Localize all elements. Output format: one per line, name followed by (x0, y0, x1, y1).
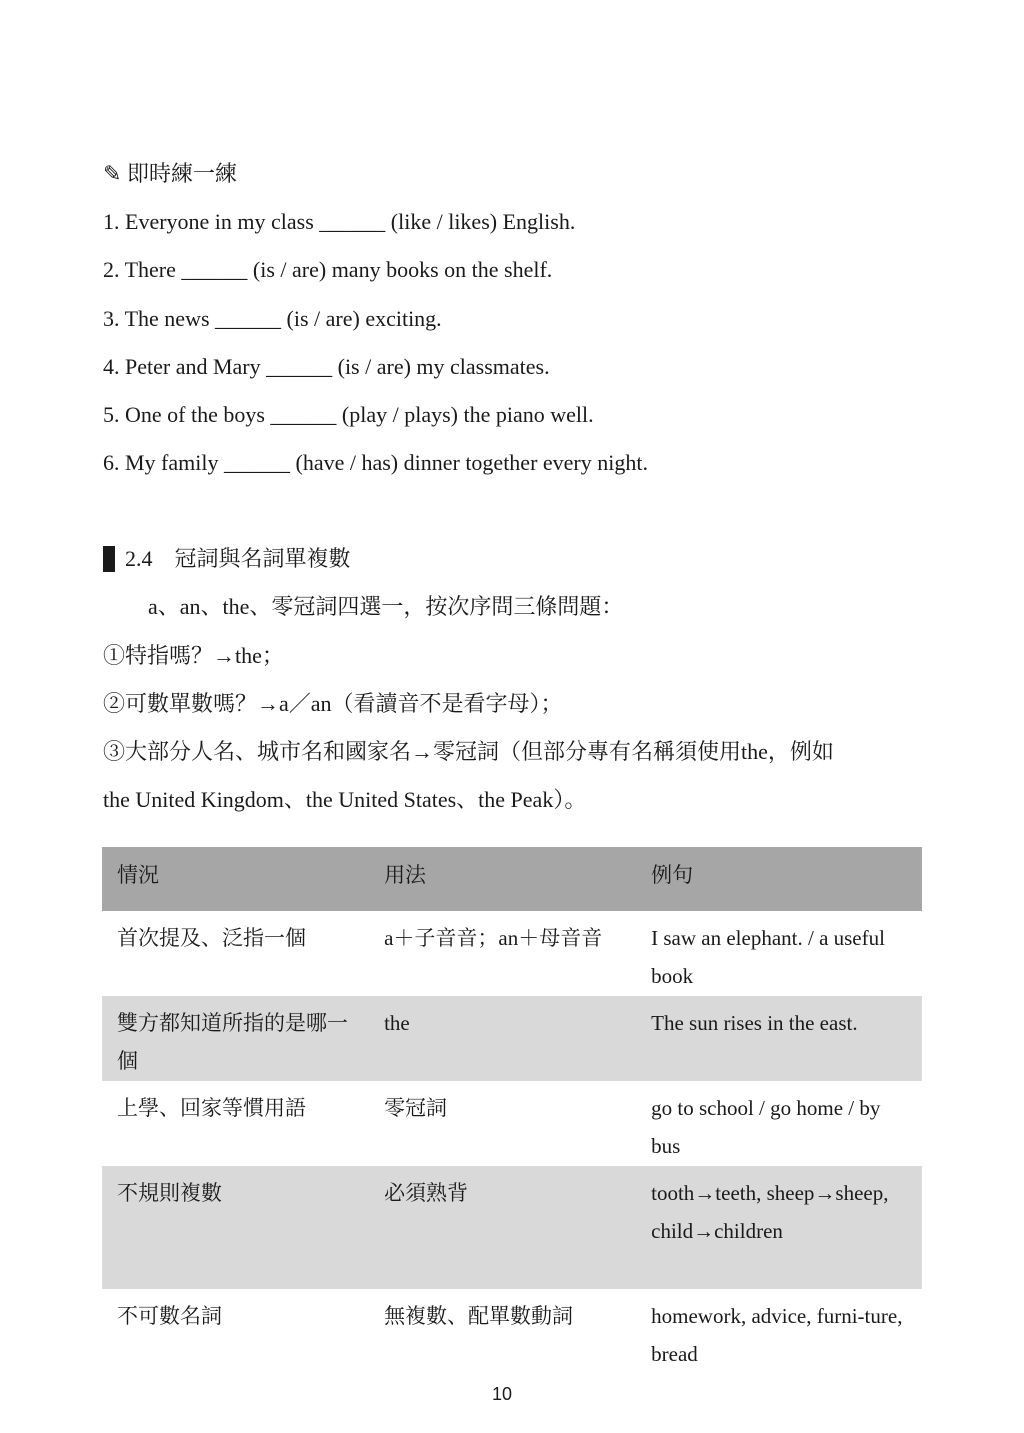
practice-item-1: 1. Everyone in my class ______ (like / likes) English. (103, 209, 576, 234)
table-row (102, 911, 922, 996)
practice-item-6: 6. My family ______ (have / has) dinner together every night. (103, 450, 648, 475)
cell-usage: 零冠詞 (384, 1096, 448, 1120)
cell-usage: 無複數、配單數動詞 (384, 1304, 574, 1328)
cell-situation: 不可數名詞 (117, 1304, 222, 1328)
header-example: 例句 (636, 847, 922, 911)
rule-3-line-1: ③大部分人名、城市名和國家名→零冠詞（但部分專有名稱須使用the，例如 (103, 739, 834, 764)
cell-situation: 上學、回家等慣用語 (117, 1096, 306, 1120)
practice-item-2: 2. There ______ (is / are) many books on the shelf. (103, 257, 553, 282)
table-row (102, 1081, 922, 1166)
table-row (102, 996, 922, 1081)
cell-example: The sun rises in the east. (636, 996, 922, 1081)
cell-usage: a＋子音音；an＋母音音 (384, 926, 603, 950)
practice-heading-text: 即時練一練 (126, 161, 237, 186)
section-marker (103, 546, 115, 572)
cell-example: I saw an elephant. / a useful book (651, 926, 885, 988)
cell-example: go to school / go home / by bus (651, 1096, 881, 1158)
cell-usage: 必須熟背 (369, 1166, 636, 1289)
section-number: 2.4 (125, 546, 153, 571)
cell-situation: 不規則複數 (102, 1166, 369, 1289)
table-header-row (102, 847, 922, 911)
header-situation: 情況 (102, 847, 369, 911)
cell-example: homework, advice, furni-ture, bread (651, 1304, 903, 1366)
cell-situation: 首次提及、泛指一個 (117, 926, 306, 950)
rule-3-line-2: the United Kingdom、the United States、the Peak）。 (103, 787, 587, 812)
cell-usage: the (369, 996, 636, 1081)
rule-1: ①特指嗎？→the； (103, 643, 284, 668)
article-rules-table (102, 847, 922, 1374)
section-heading (103, 544, 351, 574)
page-number: 10 (491, 1384, 513, 1404)
table-row (102, 1289, 922, 1374)
practice-item-3: 3. The news ______ (is / are) exciting. (103, 306, 442, 331)
table-row (102, 1166, 922, 1289)
cell-example: tooth→teeth, sheep→sheep, child→children (636, 1166, 922, 1289)
rule-2: ②可數單數嗎？→a／an（看讀音不是看字母）； (103, 691, 563, 716)
practice-item-4: 4. Peter and Mary ______ (is / are) my classmates. (103, 354, 550, 379)
section-intro: a、an、the、零冠詞四選一，按次序問三條問題： (148, 594, 624, 619)
practice-heading (103, 159, 237, 190)
header-usage: 用法 (369, 847, 636, 911)
pencil-icon: ✎ (103, 162, 122, 187)
practice-item-5: 5. One of the boys ______ (play / plays) the piano well. (103, 402, 594, 427)
section-title: 冠詞與名詞單複數 (174, 546, 351, 571)
cell-situation: 雙方都知道所指的是哪一個 (102, 996, 369, 1081)
